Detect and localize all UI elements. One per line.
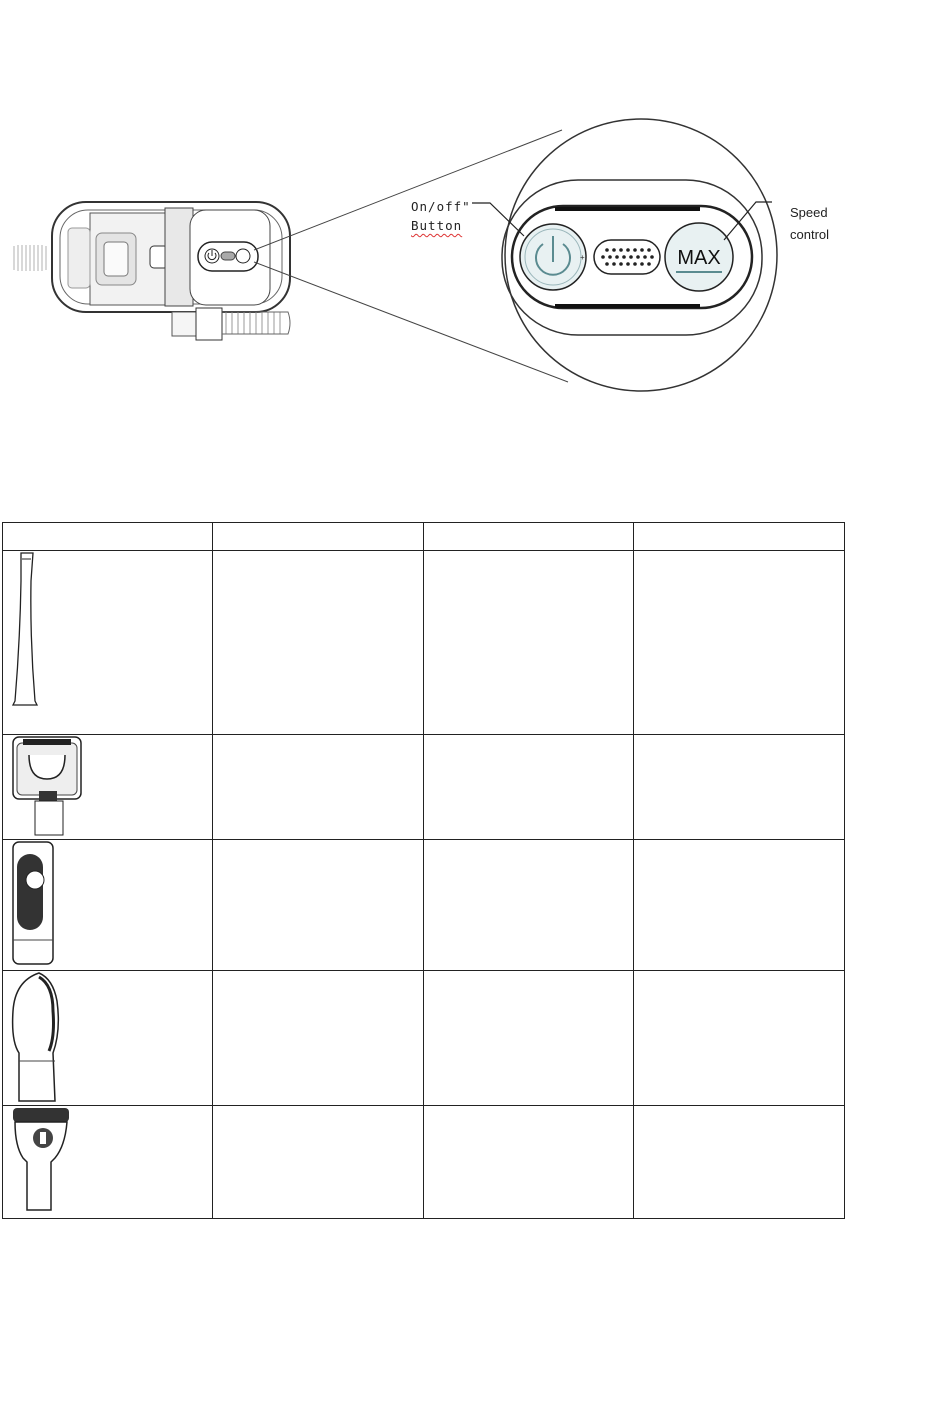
upholstery-brush-icon <box>3 735 83 837</box>
table-cell <box>634 1106 845 1219</box>
table-row <box>3 1106 845 1219</box>
table-cell <box>213 735 424 840</box>
table-header-row <box>3 523 845 551</box>
soft-nozzle-icon <box>3 971 65 1103</box>
max-label: MAX <box>677 247 721 269</box>
mini-turbo-brush-icon <box>3 1106 73 1214</box>
dusting-brush-icon <box>3 840 59 968</box>
table-cell <box>424 840 634 971</box>
speed-label-line2: control <box>790 227 830 242</box>
header-cell <box>634 523 845 551</box>
onoff-label <box>411 197 471 235</box>
table-cell <box>213 840 424 971</box>
onoff-label-line2: Button <box>411 218 463 233</box>
table-cell <box>213 1106 424 1219</box>
table-row <box>3 971 845 1106</box>
speaker-grille <box>594 240 660 274</box>
header-cell <box>3 523 213 551</box>
onoff-label-line1: On/off" <box>411 199 471 214</box>
table-cell <box>424 735 634 840</box>
table-cell <box>634 551 845 735</box>
table-row <box>3 840 845 971</box>
svg-text:+: + <box>580 253 585 262</box>
speed-label-line1: Speed <box>790 205 828 220</box>
table-row <box>3 735 845 840</box>
magnified-panel <box>502 119 777 391</box>
power-button[interactable] <box>520 224 586 290</box>
table-cell <box>634 735 845 840</box>
table-cell <box>634 840 845 971</box>
table-row <box>3 551 845 735</box>
crevice-tool-icon <box>3 551 43 731</box>
accessory-image-cell <box>3 1106 213 1219</box>
vacuum-body-illustration <box>52 202 290 340</box>
accessory-image-cell <box>3 971 213 1106</box>
header-cell <box>424 523 634 551</box>
accessory-image-cell <box>3 551 213 735</box>
table-cell <box>213 551 424 735</box>
table-cell <box>634 971 845 1106</box>
table-cell <box>424 551 634 735</box>
header-cell <box>213 523 424 551</box>
speed-label <box>790 202 829 246</box>
motion-lines <box>14 245 46 271</box>
table-cell <box>213 971 424 1106</box>
accessory-image-cell <box>3 735 213 840</box>
table-cell <box>424 1106 634 1219</box>
accessory-table <box>2 522 845 1219</box>
max-speed-button[interactable] <box>665 223 733 291</box>
table-cell <box>424 971 634 1106</box>
accessory-image-cell <box>3 840 213 971</box>
